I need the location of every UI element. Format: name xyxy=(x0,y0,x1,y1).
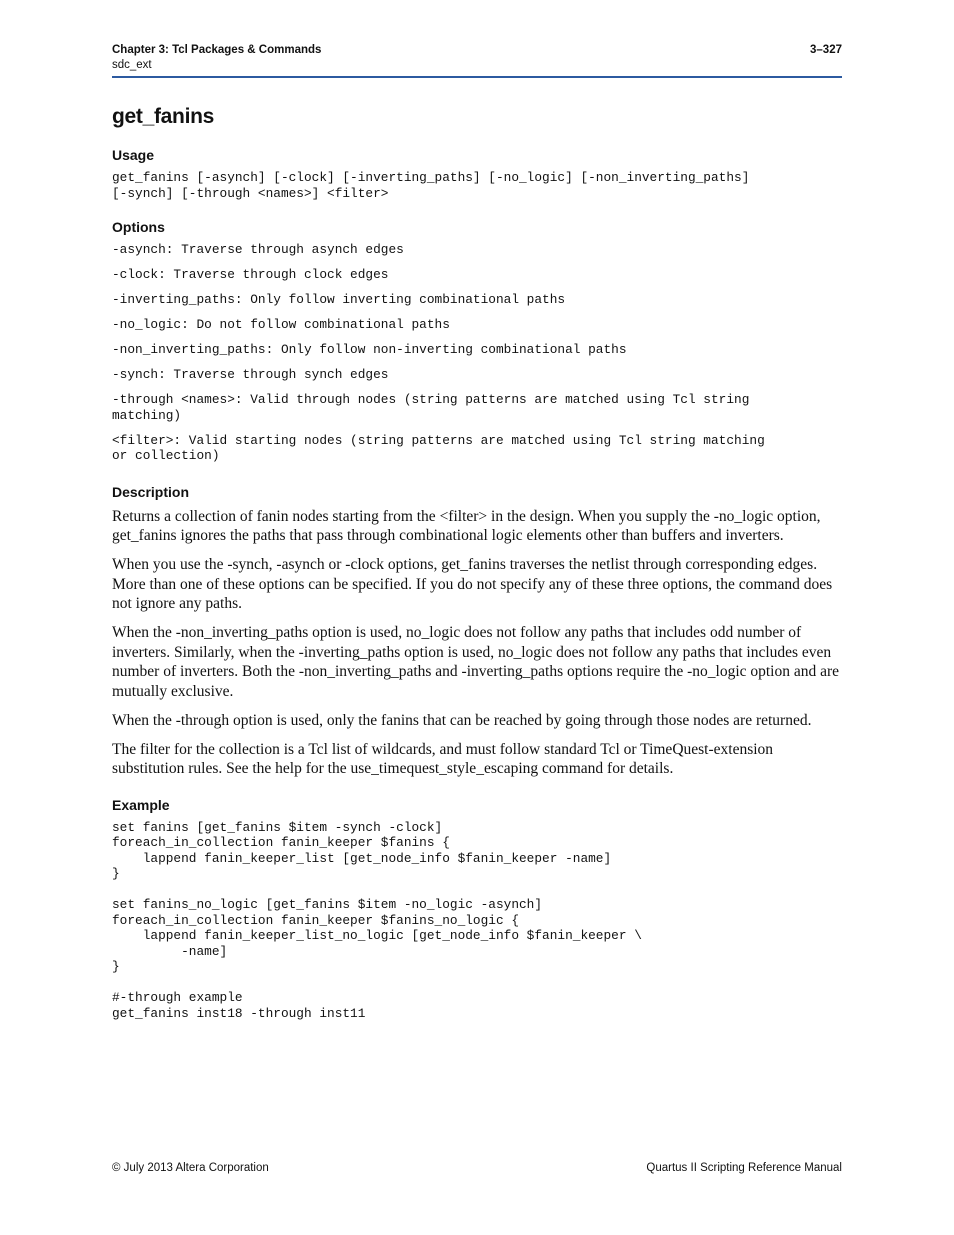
main-content xyxy=(112,104,842,1021)
description-paragraph: When the -through option is used, only the fanins that can be reached by going through those nodes are returned. xyxy=(112,711,812,729)
options-section xyxy=(112,218,842,464)
section-name: sdc_ext xyxy=(112,59,152,71)
option-item: -inverting_paths: Only follow inverting combinational paths xyxy=(112,292,566,307)
example-code: set fanins [get_fanins $item -synch -clock] foreach_in_collection fanin_keeper $fanins { lappend fanin_keeper_list [get_node_info $fanin_keeper -name] } set fanins_no_logic [get_fanins $item -no_logic -asynch] foreach_in_collection fanin_keeper $fanins_no_logic { lappend fanin_keeper_list_no_logic [get_node_info $fanin_keeper \ -name] } #-through example get_fanins inst18 -through inst11 xyxy=(112,819,642,1021)
manual-title: Quartus II Scripting Reference Manual xyxy=(646,1162,842,1174)
running-header xyxy=(112,42,842,78)
option-item: -non_inverting_paths: Only follow non-inverting combinational paths xyxy=(112,342,627,357)
command-title: get_fanins xyxy=(112,105,215,128)
running-footer xyxy=(112,1161,842,1177)
usage-heading: Usage xyxy=(112,147,155,163)
usage-code: get_fanins [-asynch] [-clock] [-inverting_paths] [-no_logic] [-non_inverting_paths] [-synch] [-through <names>] <filter> xyxy=(112,170,750,201)
description-paragraph: Returns a collection of fanin nodes starting from the <filter> in the design. When you supply the -no_logic option, get_fanins ignores the paths that pass through combinational logic elements other than buffers and inverters. xyxy=(112,507,821,544)
option-item: -through <names>: Valid through nodes (string patterns are matched using Tcl string matching) xyxy=(112,392,750,423)
option-item: -no_logic: Do not follow combinational paths xyxy=(112,317,450,332)
chapter-title: Chapter 3: Tcl Packages & Commands xyxy=(112,44,322,56)
header-divider xyxy=(112,76,842,78)
option-item: -synch: Traverse through synch edges xyxy=(112,367,389,382)
description-paragraph: When you use the -synch, -asynch or -clock options, get_fanins traverses the netlist through corresponding edges. More than one of these options can be specified. If you do not specify any of these three options, the command does not ignore any paths. xyxy=(112,556,833,612)
usage-section xyxy=(112,146,842,201)
example-section xyxy=(112,796,842,1022)
option-item: -clock: Traverse through clock edges xyxy=(112,267,389,282)
copyright-notice: © July 2013 Altera Corporation xyxy=(112,1162,269,1174)
description-heading: Description xyxy=(112,483,190,500)
example-heading: Example xyxy=(112,796,170,813)
description-paragraph: The filter for the collection is a Tcl list of wildcards, and must follow standard Tcl or TimeQuest-extension substitution rules. See the help for the use_timequest_style_escaping command for details. xyxy=(112,740,774,777)
description-section xyxy=(112,483,842,779)
option-item: <filter>: Valid starting nodes (string patterns are matched using Tcl string matching or collection) xyxy=(112,432,765,463)
options-heading: Options xyxy=(112,219,165,235)
document-page xyxy=(112,0,842,1235)
option-item: -asynch: Traverse through asynch edges xyxy=(112,242,404,257)
description-paragraph: When the -non_inverting_paths option is used, no_logic does not follow any paths that includes odd number of inverters. Similarly, when the -inverting_paths option is used, no_logic does not follow any paths that includes even number of inverters. Both the -non_inverting_paths and -inverting_paths options require the -no_logic option and are mutually exclusive. xyxy=(112,624,840,700)
page-number: 3–327 xyxy=(810,44,842,56)
